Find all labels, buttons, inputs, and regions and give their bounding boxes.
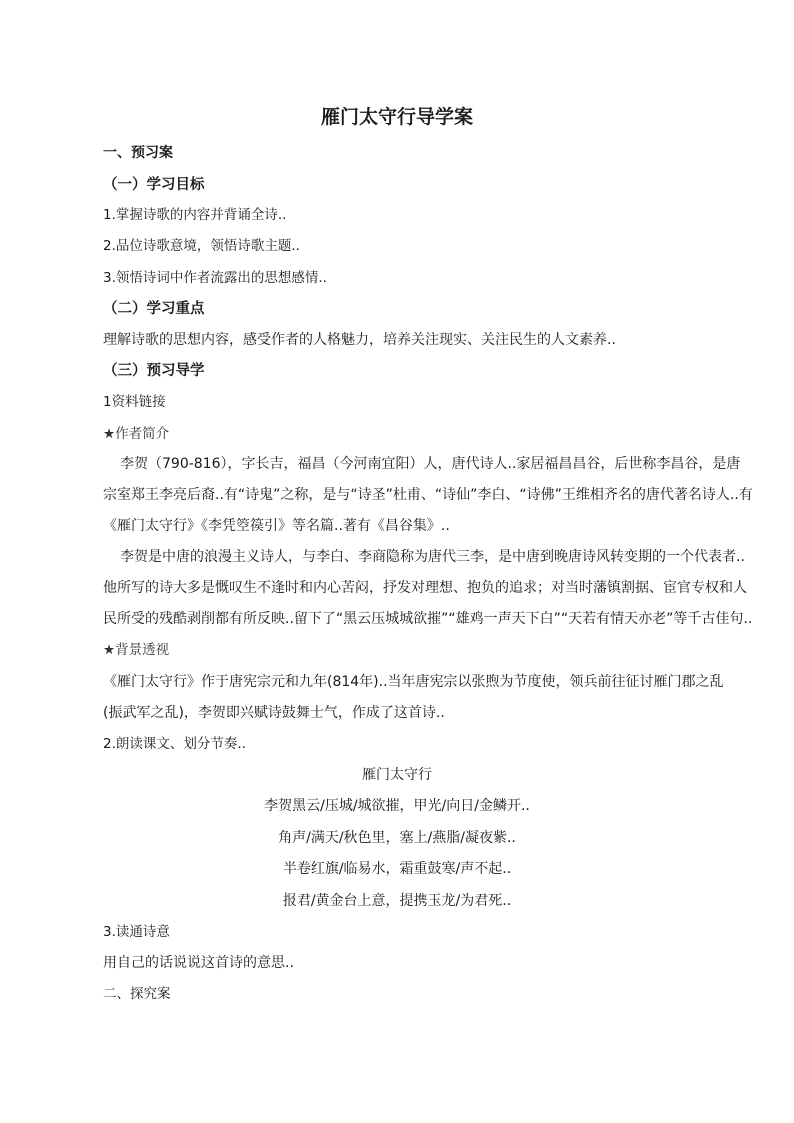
subheading-focus: （二）学习重点: [103, 301, 205, 317]
background-line-1: 《雁门太守行》作于唐宪宗元和九年(814年)..当年唐宪宗以张煦为节度使，领兵前往征讨雁门郡之乱: [103, 674, 724, 690]
understanding-text: 用自己的话说说这首诗的意思..: [103, 955, 294, 971]
background-heading: ★背景透视: [103, 642, 170, 658]
author-intro-heading: ★作者简介: [103, 426, 170, 442]
poem-line-4: 报君/黄金台上意，提携玉龙/为君死..: [282, 893, 512, 909]
item-understanding: 3.读通诗意: [103, 924, 170, 940]
goal-2: 2.品位诗歌意境，领悟诗歌主题..: [103, 238, 300, 254]
page-title: 雁门太守行导学案: [320, 106, 473, 128]
author-para2-line-1: 李贺是中唐的浪漫主义诗人，与李白、李商隐称为唐代三李，是中唐到晚唐诗风转变期的一个代表者..: [120, 549, 745, 565]
section-heading-explore: 二、探究案: [103, 986, 171, 1002]
goal-1: 1.掌握诗歌的内容并背诵全诗..: [103, 207, 287, 223]
author-para-line-1: 李贺（790-816），字长吉，福昌（今河南宜阳）人，唐代诗人..家居福昌昌谷，后世称李昌谷，是唐: [120, 456, 741, 472]
poem-line-2: 角声/满天/秋色里，塞上/燕脂/凝夜紫..: [278, 830, 516, 846]
item-reading: 2.朗读课文、划分节奏..: [103, 736, 246, 752]
goal-3: 3.领悟诗词中作者流露出的思想感情..: [103, 270, 327, 286]
subheading-goals: （一）学习目标: [103, 177, 205, 193]
item-materials: 1资料链接: [103, 394, 166, 410]
subheading-guide: （三）预习导学: [103, 363, 205, 379]
author-para-line-2: 宗室郑王李亮后裔..有“诗鬼”之称，是与“诗圣”杜甫、“诗仙”李白、“诗佛”王维相齐名的唐代著名诗人..有: [103, 487, 753, 503]
section-heading-preview: 一、预习案: [103, 145, 173, 161]
author-para-line-3: 《雁门太守行》《李凭箜篌引》等名篇..著有《昌谷集》..: [103, 518, 450, 534]
background-line-2: (振武军之乱)，李贺即兴赋诗鼓舞士气，作成了这首诗..: [103, 705, 445, 721]
poem-line-1: 李贺黑云/压城/城欲摧，甲光/向日/金鳞开..: [264, 798, 530, 814]
author-para2-line-3: 民所受的残酷剥削都有所反映..留下了“黑云压城城欲摧”“雄鸡一声天下白”“天若有情天亦老”等千古佳句..: [103, 611, 753, 627]
poem-title: 雁门太守行: [362, 767, 432, 783]
focus-text: 理解诗歌的思想内容，感受作者的人格魅力，培养关注现实、关注民生的人文素养..: [103, 332, 616, 348]
poem-line-3: 半卷红旗/临易水，霜重鼓寒/声不起..: [282, 861, 512, 877]
author-para2-line-2: 他所写的诗大多是慨叹生不逢时和内心苦闷，抒发对理想、抱负的追求；对当时藩镇割据、宦官专权和人: [103, 580, 747, 596]
